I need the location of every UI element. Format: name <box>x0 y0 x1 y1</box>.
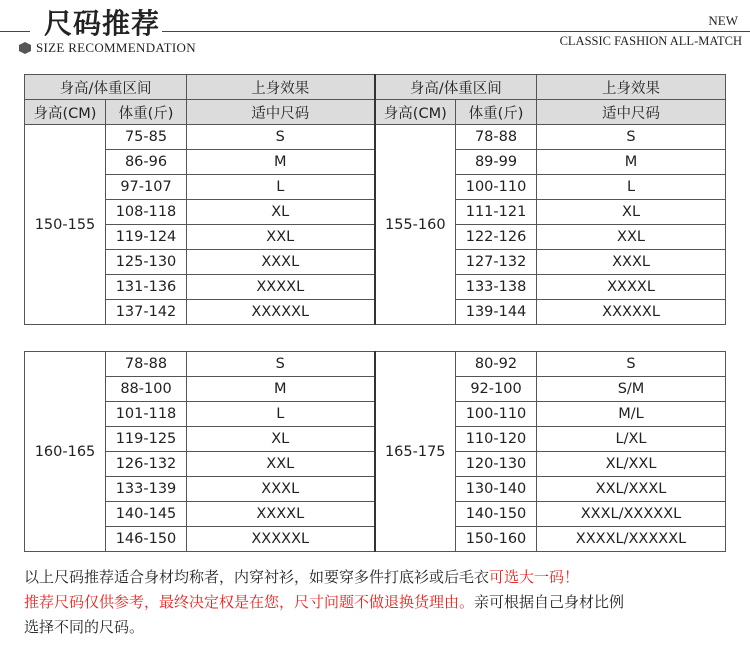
table-header-row <box>25 75 726 100</box>
weight-cell: 150-160 <box>456 527 537 552</box>
weight-cell: 140-145 <box>106 502 187 527</box>
range-header: 身高/体重区间 <box>25 75 187 100</box>
note-line-3 <box>24 615 734 640</box>
weight-cell: 133-138 <box>456 275 537 300</box>
size-table-1-body <box>25 125 726 325</box>
size-cell: XL <box>537 200 726 225</box>
classic-tag: CLASSIC FASHION ALL-MATCH <box>559 34 742 48</box>
size-table-2-body <box>25 352 726 552</box>
range-header: 身高/体重区间 <box>375 75 537 100</box>
hexagon-icon <box>19 42 31 54</box>
size-cell: L <box>537 175 726 200</box>
weight-cell: 119-124 <box>106 225 187 250</box>
note-highlight: 可选大一码！ <box>489 568 580 586</box>
size-cell: S/M <box>537 377 726 402</box>
size-table-1 <box>24 74 726 325</box>
weight-cell: 125-130 <box>106 250 187 275</box>
table-row <box>25 352 726 377</box>
page-title: 尺码推荐 <box>44 7 161 40</box>
size-cell: XXL <box>537 225 726 250</box>
size-cell: S <box>187 125 375 150</box>
size-cell: XXXL <box>187 477 375 502</box>
size-cell: XL <box>187 427 375 452</box>
weight-cell: 131-136 <box>106 275 187 300</box>
table-subheader-row <box>25 100 726 125</box>
size-cell: XXL <box>187 452 375 477</box>
weight-cell: 89-99 <box>456 150 537 175</box>
size-cell: S <box>537 125 726 150</box>
size-cell: XXL/XXXL <box>537 477 726 502</box>
weight-cell: 146-150 <box>106 527 187 552</box>
weight-cell: 120-130 <box>456 452 537 477</box>
weight-cell: 126-132 <box>106 452 187 477</box>
height-header: 身高(CM) <box>25 100 106 125</box>
note-highlight: 推荐尺码仅供参考，最终决定权是在您，尺寸问题不做退换货理由。 <box>24 593 475 611</box>
weight-cell: 110-120 <box>456 427 537 452</box>
size-cell: M <box>187 150 375 175</box>
weight-cell: 130-140 <box>456 477 537 502</box>
size-cell: XXXXL <box>537 275 726 300</box>
size-cell: XL <box>187 200 375 225</box>
header-rule-right <box>162 31 750 32</box>
size-cell: XXXXXL <box>187 527 375 552</box>
note-text: 选择不同的尺码。 <box>24 618 145 636</box>
weight-cell: 100-110 <box>456 402 537 427</box>
size-cell: L <box>187 175 375 200</box>
weight-cell: 133-139 <box>106 477 187 502</box>
note-text: 以上尺码推荐适合身材均称者，内穿衬衫，如要穿多件打底衫或后毛衣 <box>24 568 490 586</box>
size-cell: XXXXL <box>187 502 375 527</box>
size-table-2 <box>24 351 726 552</box>
weight-cell: 101-118 <box>106 402 187 427</box>
weight-cell: 97-107 <box>106 175 187 200</box>
note-line-1 <box>24 565 734 590</box>
weight-header: 体重(斤) <box>106 100 187 125</box>
size-cell: M <box>187 377 375 402</box>
weight-cell: 80-92 <box>456 352 537 377</box>
size-header: 适中尺码 <box>537 100 726 125</box>
size-cell: M <box>537 150 726 175</box>
size-cell: XXXL/XXXXXL <box>537 502 726 527</box>
size-cell: XXXXL <box>187 275 375 300</box>
size-cell: XXXL <box>537 250 726 275</box>
size-cell: XXXXXL <box>187 300 375 325</box>
effect-header: 上身效果 <box>187 75 375 100</box>
weight-cell: 119-125 <box>106 427 187 452</box>
weight-cell: 75-85 <box>106 125 187 150</box>
new-tag: NEW <box>708 13 738 28</box>
weight-cell: 92-100 <box>456 377 537 402</box>
height-header: 身高(CM) <box>375 100 456 125</box>
weight-cell: 88-100 <box>106 377 187 402</box>
size-cell: S <box>537 352 726 377</box>
size-cell: S <box>187 352 375 377</box>
weight-cell: 78-88 <box>106 352 187 377</box>
height-range-cell: 150-155 <box>25 125 106 325</box>
page-subtitle: SIZE RECOMMENDATION <box>36 40 196 55</box>
size-cell: XXL <box>187 225 375 250</box>
height-range-cell: 155-160 <box>375 125 456 325</box>
weight-cell: 140-150 <box>456 502 537 527</box>
size-cell: M/L <box>537 402 726 427</box>
note-text: 亲可根据自己身材比例 <box>474 593 625 611</box>
weight-cell: 108-118 <box>106 200 187 225</box>
weight-cell: 127-132 <box>456 250 537 275</box>
table-row <box>25 125 726 150</box>
size-cell: XXXXXL <box>537 300 726 325</box>
size-notes <box>24 565 734 640</box>
size-header: 适中尺码 <box>187 100 375 125</box>
weight-cell: 122-126 <box>456 225 537 250</box>
height-range-cell: 165-175 <box>375 352 456 552</box>
weight-cell: 86-96 <box>106 150 187 175</box>
weight-header: 体重(斤) <box>456 100 537 125</box>
weight-cell: 139-144 <box>456 300 537 325</box>
size-cell: XL/XXL <box>537 452 726 477</box>
size-cell: XXXXL/XXXXXL <box>537 527 726 552</box>
weight-cell: 111-121 <box>456 200 537 225</box>
height-range-cell: 160-165 <box>25 352 106 552</box>
note-line-2 <box>24 590 734 615</box>
size-cell: L <box>187 402 375 427</box>
effect-header: 上身效果 <box>537 75 726 100</box>
size-cell: XXXL <box>187 250 375 275</box>
weight-cell: 78-88 <box>456 125 537 150</box>
weight-cell: 137-142 <box>106 300 187 325</box>
header-rule-left <box>0 31 30 32</box>
weight-cell: 100-110 <box>456 175 537 200</box>
size-cell: L/XL <box>537 427 726 452</box>
